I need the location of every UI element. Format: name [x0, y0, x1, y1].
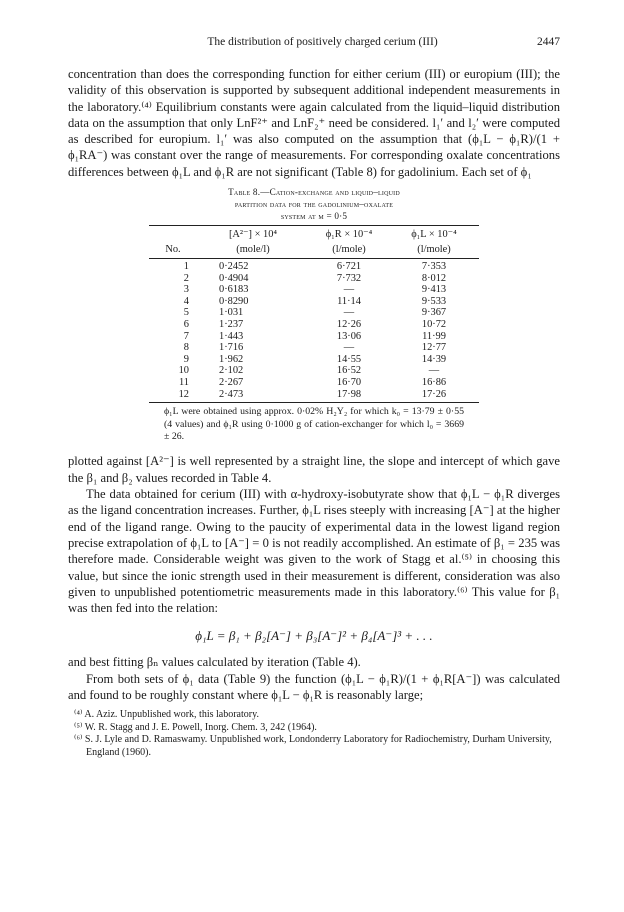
table-cell: 1·716: [219, 342, 244, 354]
table-cell: 0·4904: [219, 272, 249, 284]
table-note: ϕ₁L were obtained using approx. 0·02% H₂Y₂ for which k₀ = 13·79 ± 0·55 (4 values) and ϕ₁R using 0·1000 g of cation-exchanger for which l₀ = 3669 ± 26.: [164, 406, 464, 443]
table-row: [149, 273, 479, 285]
table-cell: 10·72: [421, 319, 447, 331]
table-row: [149, 259, 479, 273]
footnotes: [68, 709, 560, 759]
table-cell: 11·14: [337, 295, 361, 307]
table-body: [149, 259, 479, 403]
table-cell: 4: [183, 295, 189, 307]
header-cell: No.: [149, 243, 197, 259]
table-cell: 11: [178, 377, 189, 389]
table-cell: 0·2452: [219, 261, 249, 273]
page: [68, 36, 560, 760]
paragraph-3: The data obtained for cerium (III) with α-hydroxy-isobutyrate show that ϕ₁L − ϕ₁R diverges as the ligand concentration increases. Further, ϕ₁L rises steeply with increasing [A⁻] at the higher end of the ligand range. Owing to the paucity of experimental data in the lowest ligand region precise extrapolation of ϕ₁L to [A⁻] = 0 is not readily accomplished. An estimate of β₁ = 235 was therefore made. Considerable weight was given to the work of Stagg et al.⁽⁵⁾ in choosing this value, but since the ionic strength used in their measurement is different, consideration was also given to unpublished potentiometric measurements made in this laboratory.⁽⁶⁾ This value for β₁ was then fed into the relation:: [68, 487, 560, 616]
table-cell: 8: [183, 342, 189, 354]
table-caption-line-2: partition data for the gadolinium–oxalate: [234, 199, 394, 210]
table-row: [149, 342, 479, 354]
table-row: [149, 284, 479, 296]
running-header: [68, 36, 560, 48]
table-cell: 17·98: [309, 389, 389, 403]
table-caption-line-1: Table 8.—Cation-exchange and liquid–liquid: [228, 187, 400, 198]
table-header-row-2: [149, 243, 479, 259]
table-cell: 2·102: [219, 365, 244, 377]
table-cell: 13·06: [336, 330, 362, 342]
table-row: [149, 377, 479, 389]
header-cell: ϕ₁R × 10⁻⁴: [309, 226, 389, 243]
header-cell: ϕ₁L × 10⁻⁴: [389, 226, 479, 243]
table-cell: 9·533: [421, 295, 447, 307]
table-row: [149, 307, 479, 319]
table-caption: [68, 186, 560, 222]
header-cell: (mole/l): [197, 243, 309, 259]
paragraph-2: plotted against [A²⁻] is well represented by a straight line, the slope and intercept of which gave the β₁ and β₂ values recorded in Table 4.: [68, 454, 560, 485]
table-row: [149, 296, 479, 308]
table-cell: —: [343, 342, 355, 354]
table-cell: 1·962: [219, 353, 244, 365]
table-cell: 9·413: [421, 284, 447, 296]
table-cell: 14·39: [421, 353, 447, 365]
table-cell: 8·012: [421, 272, 447, 284]
table-cell: 9·367: [421, 307, 447, 319]
table-cell: 6·721: [336, 261, 362, 273]
table-cell: 17·26: [389, 389, 479, 403]
table-cell: 1·031: [219, 307, 244, 319]
header-cell: [149, 226, 197, 243]
table-cell: —: [343, 307, 355, 319]
footnote-4: ⁽⁴⁾ A. Aziz. Unpublished work, this laboratory.: [74, 709, 259, 721]
table-cell: 16·52: [336, 365, 362, 377]
table-cell: 12: [149, 389, 197, 403]
table-cell: 0·8290: [219, 295, 249, 307]
table-cell: 1: [183, 261, 189, 273]
table-cell: 0·6183: [219, 284, 249, 296]
table-cell: 2·267: [219, 377, 244, 389]
header-cell: (l/mole): [389, 243, 479, 259]
table-cell: 6: [183, 319, 189, 331]
table-cell: 9: [183, 353, 189, 365]
table-cell: 1·237: [219, 319, 244, 331]
table-row: [149, 354, 479, 366]
table-cell: 2·473: [197, 389, 309, 403]
table-cell: 12·26: [336, 319, 362, 331]
table-row: [149, 365, 479, 377]
header-cell: [A²⁻] × 10⁴: [197, 226, 309, 243]
table-cell: 11·99: [422, 330, 446, 342]
table-row: [149, 331, 479, 343]
table-cell: 16·86: [421, 377, 447, 389]
table-caption-line-3: system at μ = 0·5: [280, 211, 348, 222]
table-cell: 7·353: [421, 261, 447, 273]
table-cell: 10: [178, 365, 189, 377]
header-cell: (l/mole): [309, 243, 389, 259]
table-header-row-1: [149, 226, 479, 243]
table-cell: 7: [183, 330, 189, 342]
table-row: [149, 389, 479, 403]
paragraph-4: and best fitting βₙ values calculated by iteration (Table 4).: [68, 655, 361, 670]
table-cell: 2: [183, 272, 189, 284]
paragraph-5: From both sets of ϕ₁ data (Table 9) the function (ϕ₁L − ϕ₁R)/(1 + ϕ₁R[A⁻]) was calculated and found to be roughly constant where ϕ₁L − ϕ₁R is reasonably large;: [68, 671, 560, 702]
table-cell: 3: [183, 284, 189, 296]
table-row: [149, 319, 479, 331]
data-table: [149, 225, 479, 403]
paragraph-1: concentration than does the corresponding function for either cerium (III) or europium (III); the validity of this observation is supported by subsequent additional independent measurements in the laboratory.⁽⁴⁾ Equilibrium constants were again calculated from the liquid–liquid distribution data on the assumption that only LnF²⁺ and LnF₂⁺ need be considered. l₁′ and l₂′ were computed as described for europium. l₁′ was also computed on the assumption that (ϕ₁L − ϕ₁R)/(1 + ϕ₁RA⁻) was constant over the range of measurements. For corresponding oxalate concentrations differences between ϕ₁L and ϕ₁R are not significant (Table 8) for gadolinium. Each set of ϕ₁: [68, 67, 560, 179]
table-cell: 14·55: [336, 353, 362, 365]
table-cell: 5: [183, 307, 189, 319]
table-cell: —: [428, 365, 440, 377]
footnote-5: ⁽⁵⁾ W. R. Stagg and J. E. Powell, Inorg. Chem. 3, 242 (1964).: [74, 721, 317, 733]
page-number: 2447: [537, 36, 560, 48]
table-cell: —: [343, 284, 355, 296]
table-cell: 1·443: [219, 330, 244, 342]
footnote-6: ⁽⁶⁾ S. J. Lyle and D. Ramaswamy. Unpublished work, Londonderry Laboratory for Radiochemistry, Durham University, England (1960).: [74, 734, 552, 759]
table-cell: 7·732: [336, 272, 362, 284]
running-title: The distribution of positively charged cerium (III): [207, 36, 438, 48]
table-cell: 12·77: [421, 342, 447, 354]
table-cell: 16·70: [336, 377, 362, 389]
equation: ϕ₁L = β₁ + β₂[A⁻] + β₃[A⁻]² + β₄[A⁻]³ + . . .: [195, 628, 433, 644]
